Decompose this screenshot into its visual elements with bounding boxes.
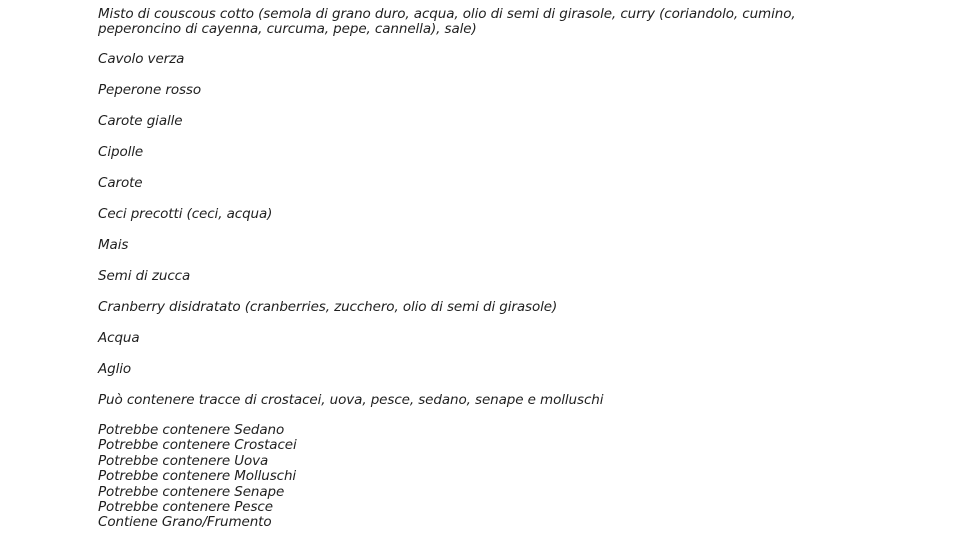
allergen-item: Potrebbe contenere Pesce [98, 499, 273, 516]
ingredient-chickpeas: Ceci precotti (ceci, acqua) [98, 206, 273, 222]
ingredient-savoy-cabbage: Cavolo verza [98, 51, 185, 67]
allergen-list [98, 423, 878, 531]
ingredient-corn: Mais [98, 237, 129, 253]
ingredient-water: Acqua [98, 330, 140, 346]
allergen-item: Contiene Grano/Frumento [98, 514, 272, 531]
ingredient-garlic: Aglio [98, 361, 132, 377]
ingredient-dried-cranberry: Cranberry disidratato (cranberries, zucchero, olio di semi di girasole) [98, 299, 558, 315]
ingredient-onions: Cipolle [98, 144, 144, 160]
allergen-item: Potrebbe contenere Crostacei [98, 437, 297, 454]
ingredient-yellow-carrots: Carote gialle [98, 113, 183, 129]
allergen-item: Potrebbe contenere Sedano [98, 422, 285, 438]
ingredient-couscous-mix: Misto di couscous cotto (semola di grano duro, acqua, olio di semi di girasole, curry (coriandolo, cumino, peperoncino di cayenna, curcuma, pepe, cannella), sale) [98, 6, 796, 37]
ingredient-carrots: Carote [98, 175, 143, 191]
trace-warning: Può contenere tracce di crostacei, uova, pesce, sedano, senape e molluschi [98, 392, 604, 408]
allergen-item: Potrebbe contenere Uova [98, 452, 269, 469]
ingredient-document [98, 7, 878, 531]
ingredient-pumpkin-seeds: Semi di zucca [98, 268, 191, 284]
ingredient-red-pepper: Peperone rosso [98, 82, 202, 98]
allergen-item: Potrebbe contenere Molluschi [98, 468, 297, 485]
allergen-item: Potrebbe contenere Senape [98, 483, 285, 500]
